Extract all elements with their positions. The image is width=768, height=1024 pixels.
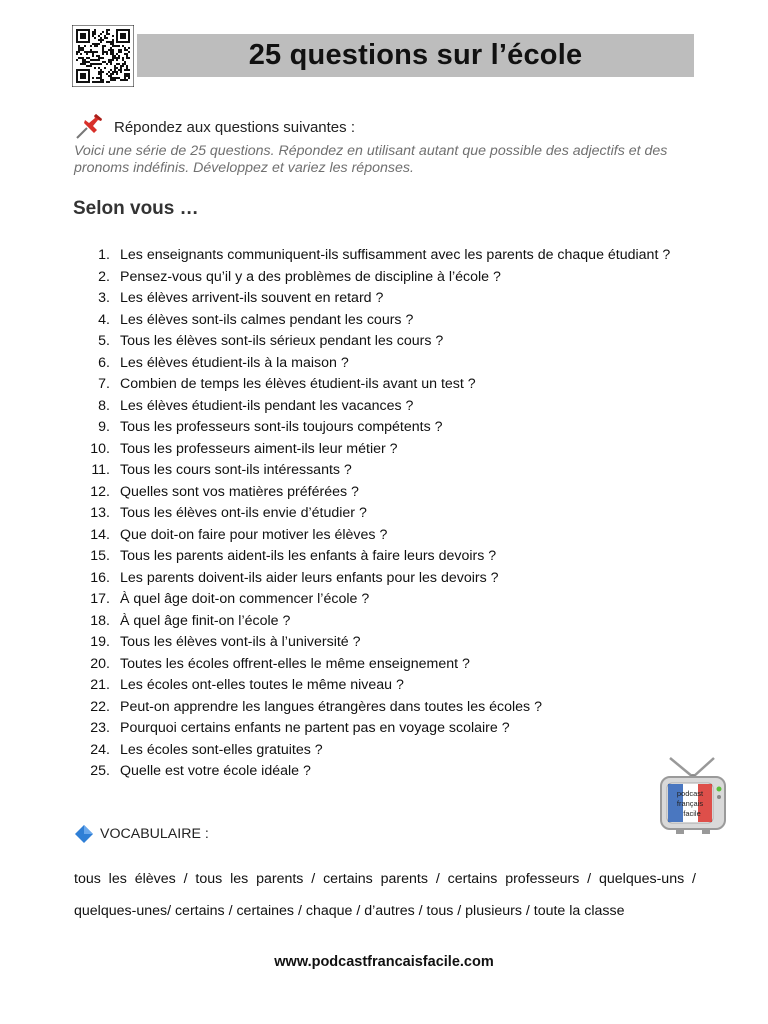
question-number: 25. [90,763,110,779]
question-text: Pourquoi certains enfants ne partent pas en voyage scolaire ? [120,720,510,736]
question-item [74,697,704,719]
question-text: Les parents doivent-ils aider leurs enfants pour les devoirs ? [120,569,499,586]
question-item [74,761,704,783]
question-text: Combien de temps les élèves étudient-ils avant un test ? [120,376,476,392]
question-number: 15. [90,548,110,564]
question-number: 4. [98,311,110,328]
question-number: 3. [98,290,110,306]
question-number: 24. [90,741,110,758]
question-item [74,288,704,310]
question-item [74,654,704,676]
question-item [74,546,704,568]
question-text: Que doit-on faire pour motiver les élèves ? [120,526,388,543]
question-text: Tous les cours sont-ils intéressants ? [120,462,352,478]
vocabulary-heading: VOCABULAIRE : [100,826,209,842]
question-text: Tous les parents aident-ils les enfants à faire leurs devoirs ? [120,548,497,564]
question-item [74,589,704,611]
question-item [74,482,704,504]
question-text: Les enseignants communiquent-ils suffisamment avec les parents de chaque étudiant ? [120,247,671,263]
question-item [74,267,704,289]
question-text: À quel âge finit-on l’école ? [120,612,291,629]
instructions-heading: Répondez aux questions suivantes : [114,118,355,136]
question-text: Tous les élèves vont-ils à l’université ? [120,634,361,650]
question-number: 6. [98,354,110,371]
question-item [74,374,704,396]
question-item [74,331,704,353]
question-item [74,460,704,482]
question-text: Les élèves étudient-ils à la maison ? [120,354,349,371]
question-item [74,740,704,762]
question-number: 18. [90,612,110,629]
question-text: Les élèves étudient-ils pendant les vacances ? [120,397,414,414]
section-title: Selon vous … [73,198,199,219]
website-link[interactable]: www.podcastfrancaisfacile.com [274,954,494,970]
question-item [74,525,704,547]
question-item [74,718,704,740]
question-number: 5. [98,333,110,349]
question-item [74,245,704,267]
question-number: 17. [90,591,110,607]
question-number: 2. [98,268,110,285]
tv-logo-line1: podcast [676,789,704,798]
pushpin-icon [74,114,104,140]
question-text: Les élèves sont-ils calmes pendant les cours ? [120,311,414,328]
question-text: Quelles sont vos matières préférées ? [120,483,359,500]
question-number: 16. [90,569,110,586]
question-item [74,396,704,418]
question-item [74,632,704,654]
question-text: Tous les élèves sont-ils sérieux pendant les cours ? [120,333,444,349]
page-title: 25 questions sur l’école [248,39,583,71]
question-number: 10. [90,440,110,457]
questions-list [74,245,704,783]
question-item [74,417,704,439]
instructions-heading-row [74,114,704,140]
question-text: Les écoles sont-elles gratuites ? [120,741,323,758]
question-item [74,611,704,633]
question-text: Tous les professeurs sont-ils toujours compétents ? [120,419,443,435]
qr-code-icon [72,25,134,87]
tv-logo-icon [656,755,730,837]
question-number: 11. [91,462,110,478]
question-number: 14. [90,526,110,543]
blue-diamond-icon [74,824,94,844]
tv-logo-line3: facile [683,809,701,818]
question-item [74,353,704,375]
question-number: 1. [98,247,110,263]
question-text: Les élèves arrivent-ils souvent en retard ? [120,290,384,306]
question-item [74,439,704,461]
instructions-block [74,114,704,177]
vocabulary-heading-row [74,824,209,844]
question-text: Quelle est votre école idéale ? [120,763,311,779]
question-item [74,675,704,697]
question-number: 7. [98,376,110,392]
question-number: 19. [90,634,110,650]
question-number: 8. [98,397,110,414]
question-text: Tous les professeurs aiment-ils leur métier ? [120,440,398,457]
question-number: 13. [90,505,110,521]
question-text: Peut-on apprendre les langues étrangères dans toutes les écoles ? [120,698,542,715]
question-item [74,503,704,525]
question-number: 12. [90,483,110,500]
question-number: 21. [90,677,110,693]
question-text: Pensez-vous qu’il y a des problèmes de discipline à l’école ? [120,268,501,285]
title-bar [137,34,694,77]
question-item [74,310,704,332]
question-text: À quel âge doit-on commencer l’école ? [120,591,370,607]
vocabulary-text: tous les élèves / tous les parents / certains parents / certains professeurs / quelques-uns / quelques-unes/ certains / certaines / chaque / d’autres / tous / plusieurs / toute la classe [74,871,696,919]
question-number: 23. [90,720,110,736]
question-text: Les écoles ont-elles toutes le même niveau ? [120,677,404,693]
question-number: 20. [90,655,110,672]
question-number: 9. [98,419,110,435]
question-text: Tous les élèves ont-ils envie d’étudier ? [120,505,367,521]
question-number: 22. [90,698,110,715]
instructions-text: Voici une série de 25 questions. Répondez en utilisant autant que possible des adjectifs et des pronoms indéfinis. Développez et variez les réponses. [74,143,668,176]
question-item [74,568,704,590]
question-text: Toutes les écoles offrent-elles le même enseignement ? [120,655,470,672]
tv-logo-line2: français [676,799,704,808]
